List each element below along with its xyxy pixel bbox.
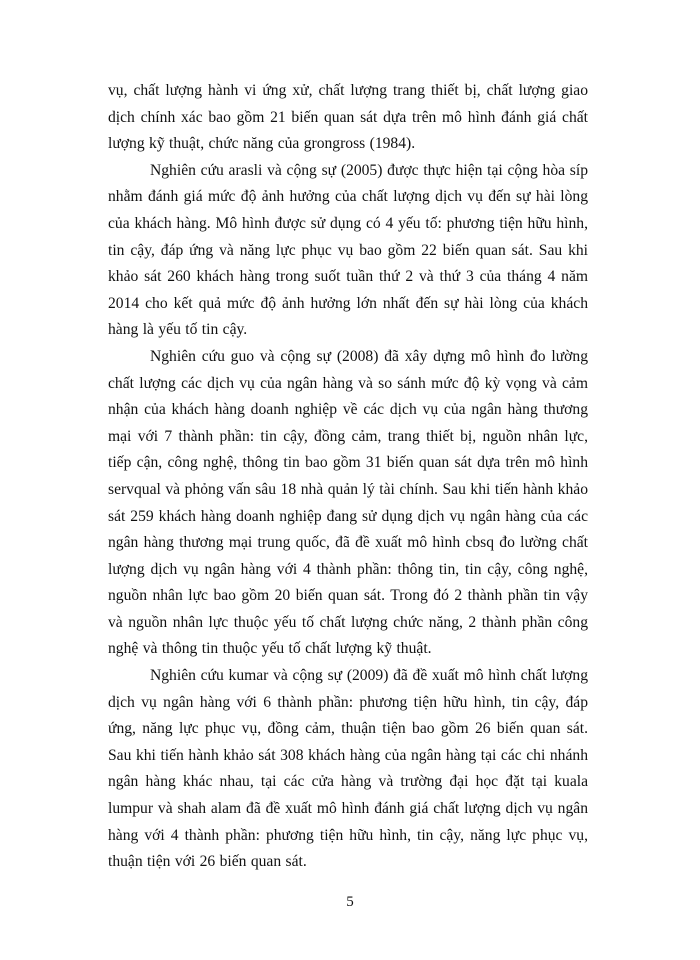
paragraph-arasli: Nghiên cứu arasli và cộng sự (2005) được thực hiện tại cộng hòa síp nhằm đánh giá mức độ ảnh hưởng của chất lượng dịch vụ đến sự hài lòng của khách hàng. Mô hình được sử dụng có 4 yếu tố: phương tiện hữu hình, tin cậy, đáp ứng và năng lực phục vụ bao gồm 22 biến quan sát. Sau khi khảo sát 260 khách hàng trong suốt tuần thứ 2 và thứ 3 của tháng 4 năm 2014 cho kết quả mức độ ảnh hưởng lớn nhất đến sự hài lòng của khách hàng là yếu tố tin cậy. — [108, 161, 588, 339]
document-page — [108, 78, 588, 876]
paragraph-continuation: vụ, chất lượng hành vi ứng xử, chất lượng trang thiết bị, chất lượng giao dịch chính xác bao gồm 21 biến quan sát dựa trên mô hình đánh giá chất lượng kỹ thuật, chức năng của grongross (1984). — [108, 82, 588, 153]
paragraph-guo: Nghiên cứu guo và cộng sự (2008) đã xây dựng mô hình đo lường chất lượng các dịch vụ của ngân hàng và so sánh mức độ kỳ vọng và cảm nhận của khách hàng doanh nghiệp về các dịch vụ của ngân hàng thương mại với 7 thành phần: tin cậy, đồng cảm, trang thiết bị, nguồn nhân lực, tiếp cận, công nghệ, thông tin bao gồm 31 biến quan sát dựa trên mô hình servqual và phỏng vấn sâu 18 nhà quản lý tài chính. Sau khi tiến hành khảo sát 259 khách hàng doanh nghiệp đang sử dụng dịch vụ ngân hàng của các ngân hàng thương mại trung quốc, đã đề xuất mô hình cbsq đo lường chất lượng dịch vụ ngân hàng với 4 thành phần: thông tin, tin cậy, công nghệ, nguồn nhân lực bao gồm 20 biến quan sát. Trong đó 2 thành phần tin vậy và nguồn nhân lực thuộc yếu tố chất lượng chức năng, 2 thành phần công nghệ và thông tin thuộc yếu tố chất lượng kỹ thuật. — [108, 347, 588, 658]
page-number: 5 — [346, 894, 354, 910]
paragraph-kumar: Nghiên cứu kumar và cộng sự (2009) đã đề xuất mô hình chất lượng dịch vụ ngân hàng với 6 thành phần: phương tiện hữu hình, tin cậy, đáp ứng, năng lực phục vụ, đồng cảm, thuận tiện bao gồm 26 biến quan sát. Sau khi tiến hành khảo sát 308 khách hàng của ngân hàng tại các chi nhánh ngân hàng khác nhau, tại các cửa hàng và trường đại học đặt tại kuala lumpur và shah alam đã đề xuất mô hình đánh giá chất lượng dịch vụ ngân hàng với 4 thành phần: phương tiện hữu hình, tin cậy, năng lực phục vụ, thuận tiện với 26 biến quan sát. — [108, 667, 588, 871]
